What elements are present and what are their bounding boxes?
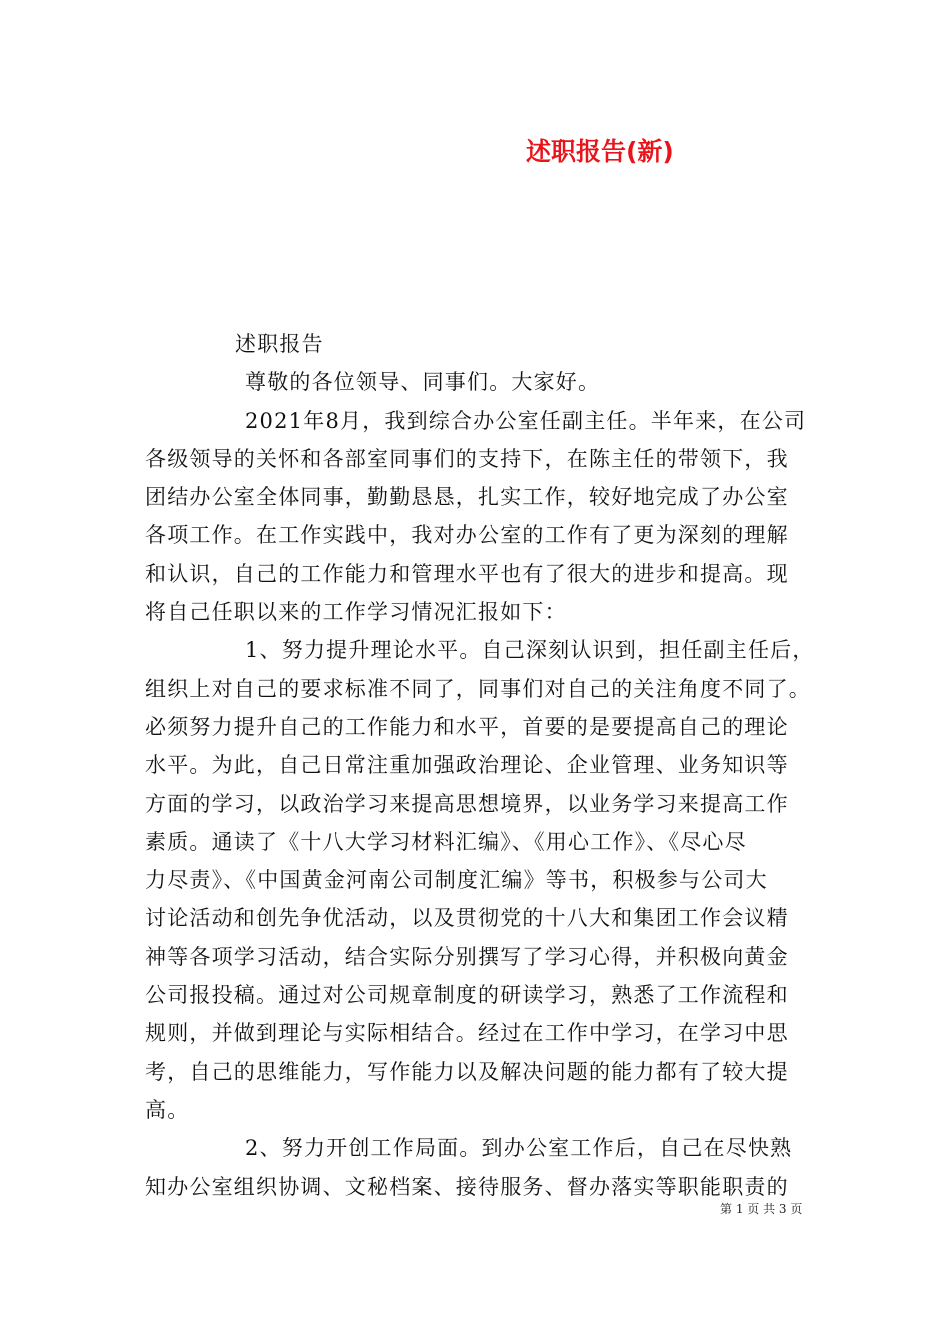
text-line: 神等各项学习活动，结合实际分别撰写了学习心得，并积极向黄金 (145, 944, 789, 969)
text-line: 组织上对自己的要求标准不同了，同事们对自己的关注角度不同了。 (145, 676, 811, 701)
text-line: 知办公室组织协调、文秘档案、接待服务、督办落实等职能职责的 (145, 1174, 789, 1199)
text-line: 2021年8月，我到综合办公室任副主任。半年来，在公司 (245, 408, 807, 433)
text-line: 尊敬的各位领导、同事们。大家好。 (245, 370, 601, 395)
text-line: 必须努力提升自己的工作能力和水平，首要的是要提高自己的理论 (145, 714, 789, 739)
text-line: 团结办公室全体同事，勤勤恳恳，扎实工作，较好地完成了办公室 (145, 485, 789, 510)
document-title: 述职报告(新) (526, 137, 674, 166)
text-line: 讨论活动和创先争优活动，以及贯彻党的十八大和集团工作会议精 (145, 906, 789, 931)
text-line: 考，自己的思维能力，写作能力以及解决问题的能力都有了较大提 (145, 1059, 789, 1084)
document-body (145, 325, 815, 1206)
text-line: 规则，并做到理论与实际相结合。经过在工作中学习，在学习中思 (145, 1021, 789, 1046)
text-line: 水平。为此，自己日常注重加强政治理论、企业管理、业务知识等 (145, 753, 789, 778)
text-line: 2、努力开创工作局面。到办公室工作后，自己在尽快熟 (245, 1136, 793, 1161)
text-line: 各级领导的关怀和各部室同事们的支持下，在陈主任的带领下，我 (145, 446, 789, 471)
text-line: 述职报告 (235, 332, 324, 356)
text-line: 各项工作。在工作实践中，我对办公室的工作有了更为深刻的理解 (145, 523, 789, 548)
text-line: 将自己任职以来的工作学习情况汇报如下： (145, 600, 567, 625)
text-line: 高。 (145, 1097, 190, 1122)
text-line: 方面的学习，以政治学习来提高思想境界，以业务学习来提高工作 (145, 791, 789, 816)
page-indicator: 第 1 页 共 3 页 (720, 1202, 803, 1216)
text-line: 力尽责》、《中国黄金河南公司制度汇编》等书，积极参与公司大 (145, 868, 768, 893)
text-line: 公司报投稿。通过对公司规章制度的研读学习，熟悉了工作流程和 (145, 983, 789, 1008)
text-line: 1、努力提升理论水平。自己深刻认识到，担任副主任后， (245, 638, 815, 663)
text-line: 素质。通读了《十八大学习材料汇编》、《用心工作》、《尽心尽 (145, 829, 747, 854)
text-line: 和认识，自己的工作能力和管理水平也有了很大的进步和提高。现 (145, 561, 789, 586)
